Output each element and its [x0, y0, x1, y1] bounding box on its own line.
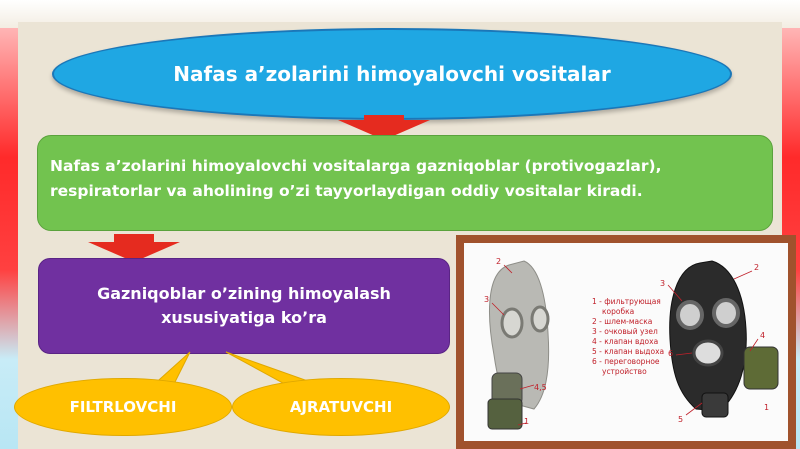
label-5-right: 5 — [678, 415, 684, 424]
legend-line: 3 - очковый узел — [592, 327, 658, 336]
label-1-left: 1 — [524, 417, 530, 426]
type-ajratuvchi-label: AJRATUVCHI — [289, 398, 393, 416]
legend-line: коробка — [602, 307, 635, 316]
classification-line-1: Gazniqoblar o’zining himoyalash — [97, 284, 391, 303]
legend-line: устройство — [602, 367, 647, 376]
legend-line: 1 - фильтрующая — [592, 297, 661, 306]
intro-line-1: Nafas a’zolarini himoyalovchi vositalarga gazniqoblar (protivogazlar), — [50, 157, 662, 175]
type-ajratuvchi-callout — [232, 378, 450, 436]
legend-line: 5 - клапан выдоха — [592, 347, 665, 356]
legend-line: 2 - шлем-маска — [592, 317, 653, 326]
label-3-right: 3 — [660, 279, 666, 288]
classification-box — [38, 258, 450, 354]
classification-line-2: xususiyatiga ko’ra — [161, 308, 327, 327]
intro-line-2: respiratorlar va aholining o’zi tayyorlaydigan oddiy vositalar kiradi. — [50, 182, 643, 200]
label-3-left: 3 — [484, 295, 490, 304]
legend-line: 6 - переговорное — [592, 357, 660, 366]
label-6-right: 6 — [668, 349, 674, 358]
type-filtrlovchi-label: FILTRLOVCHI — [69, 398, 177, 416]
label-4-right: 4 — [760, 331, 766, 340]
gasmask-illustration — [464, 243, 788, 441]
label-45-left: 4,5 — [534, 383, 547, 392]
label-2-right: 2 — [754, 263, 760, 272]
gasmask-legend — [592, 297, 664, 377]
slide-title: Nafas a’zolarini himoyalovchi vositalar — [173, 62, 611, 86]
gasmask-illustration-frame — [456, 235, 796, 449]
label-2-left: 2 — [496, 257, 502, 266]
label-1-right: 1 — [764, 403, 770, 412]
title-ellipse — [52, 28, 732, 120]
legend-line: 4 - клапан вдоха — [592, 337, 659, 346]
type-filtrlovchi-callout — [14, 378, 232, 436]
intro-box — [37, 135, 773, 231]
